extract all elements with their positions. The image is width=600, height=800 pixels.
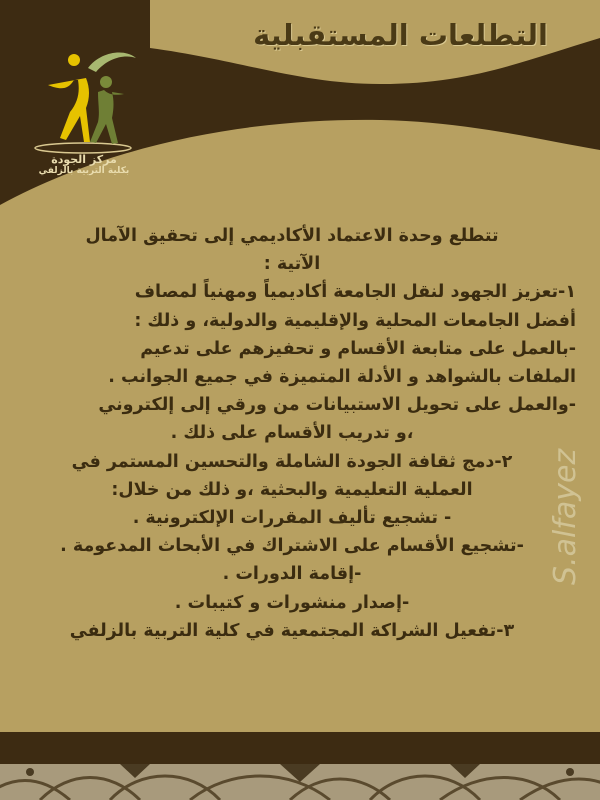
quality-center-logo	[28, 50, 140, 185]
text-line: -والعمل على تحويل الاستبيانات من ورقي إلى إلكتروني	[98, 395, 576, 416]
text-line: -إصدار منشورات و كتيبات .	[174, 592, 410, 613]
logo-figures-icon	[28, 50, 140, 155]
footer-bar	[0, 732, 600, 764]
signature-watermark: S.alfayez	[548, 448, 583, 585]
text-line: ٣-تفعيل الشراكة المجتمعية في كلية التربية بالزلفي	[69, 620, 515, 641]
text-line: -بالعمل على متابعة الأقسام و تحفيزهم على تدعيم	[140, 338, 576, 359]
text-line: الملفات بالشواهد و الأدلة المتميزة في جميع الجوانب .	[108, 367, 576, 388]
logo-label-secondary: بكلية التربية بالزلفي	[38, 166, 130, 176]
main-content	[8, 222, 576, 645]
text-line: ٢-دمج ثقافة الجودة الشاملة والتحسين المستمر في	[71, 451, 513, 472]
text-line: -تشجيع الأقسام على الاشتراك في الأبحاث المدعومة .	[60, 536, 524, 557]
logo-label-primary: مركز الجودة	[51, 153, 117, 166]
text-line: - تشجيع تأليف المقررات الإلكترونية .	[132, 508, 452, 529]
text-line: ١-تعزيز الجهود لنقل الجامعة أكاديمياً ومهنياً لمصاف	[134, 282, 576, 303]
text-line: ،و تدريب الأقسام على ذلك .	[170, 423, 414, 444]
text-line: العملية التعليمية والبحثية ،و ذلك من خلال:	[111, 479, 473, 500]
text-line: -إقامة الدورات .	[222, 564, 362, 585]
text-line: تتطلع وحدة الاعتماد الأكاديمي إلى تحقيق الآمال	[85, 226, 499, 246]
text-line: أفضل الجامعات المحلية والإقليمية والدولية، و ذلك :	[134, 310, 576, 331]
text-line: الآتية :	[263, 254, 321, 275]
header-banner	[0, 0, 600, 215]
footer-ornament-pattern	[0, 764, 600, 800]
page-title: التطلعات المستقبلية	[253, 18, 548, 52]
